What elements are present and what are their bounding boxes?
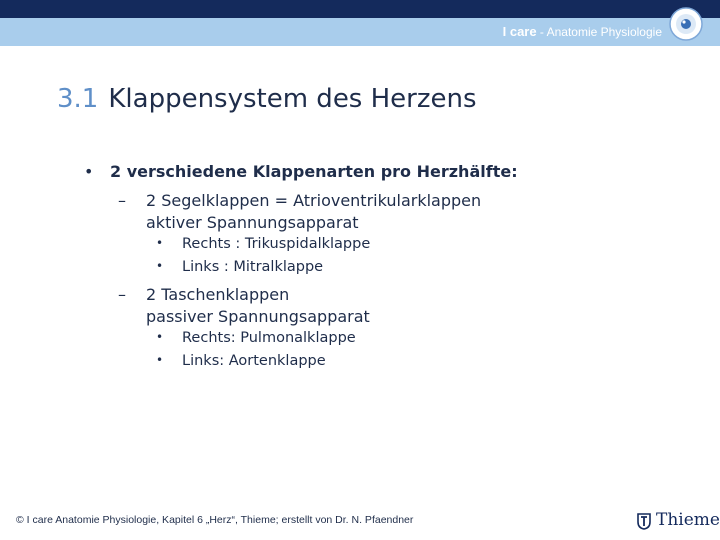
brand-label	[503, 24, 662, 39]
dash-marker: –	[118, 191, 126, 210]
thieme-wordmark: Thieme	[656, 510, 720, 530]
i-care-logo-icon	[668, 6, 704, 42]
bullet-dot: •	[84, 162, 94, 181]
title-number: 3.1	[57, 84, 99, 114]
subpoint-line1: 2 Taschenklappen	[146, 285, 290, 304]
list-item-text: Links : Mitralklappe	[182, 259, 324, 275]
bullet-dot: •	[156, 353, 164, 367]
bullet-dot: •	[156, 259, 164, 273]
main-bullet	[84, 162, 518, 181]
bullet-dot: •	[156, 236, 164, 250]
brand-bold: I care	[502, 24, 537, 39]
subpoint-line2: passiver Spannungsapparat	[146, 307, 370, 326]
header-dark-bar	[0, 0, 720, 18]
subpoint-line1: 2 Segelklappen = Atrioventrikularklappen	[146, 191, 482, 210]
subpoint-line2: aktiver Spannungsapparat	[146, 213, 359, 232]
thieme-mark-icon	[636, 512, 652, 530]
slide-title	[57, 84, 477, 114]
list-item-text: Links: Aortenklappe	[182, 353, 326, 369]
brand-rest: - Anatomie Physiologie	[536, 25, 662, 39]
title-text: Klappensystem des Herzens	[108, 84, 477, 114]
list-item-text: Rechts : Trikuspidalklappe	[182, 236, 371, 252]
main-bullet-text: 2 verschiedene Klappenarten pro Herzhälfte:	[110, 162, 518, 181]
footer-copyright: © I care Anatomie Physiologie, Kapitel 6 „Herz“, Thieme; erstellt von Dr. N. Pfaendner	[16, 514, 414, 526]
bullet-dot: •	[156, 330, 164, 344]
dash-marker: –	[118, 285, 126, 304]
list-item-text: Rechts: Pulmonalklappe	[182, 330, 356, 346]
